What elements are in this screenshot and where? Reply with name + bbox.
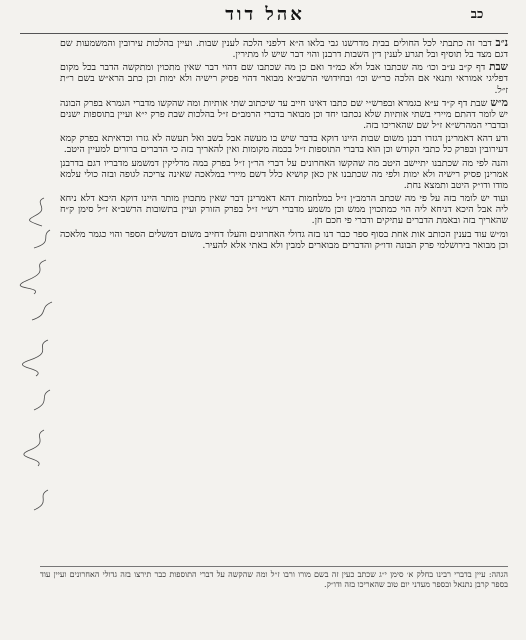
paragraph-text: דף ק״ב ע״ב וכו׳ מה שכתבו אבל ולא כמ״ד ואם כן מה שכתבו שם דהוי דבר שאין מתכוין ומתקשה הדבר בכל מקום דפליגי אמוראי ותנאי אם הלכה כר״ש וכו׳ ובחידושי הרשב״א מבואר דהוי פסיק רישיה ולא ימות וכן כתב הרא״ש בשם ר״ת ז״ל. [60, 62, 508, 96]
paragraph [60, 158, 508, 191]
paragraph-text: שבת דף ק״ד ע״א בגמרא ובפרש״י שם כתבו דאינו חייב עד שיכתוב שתי אותיות ומה שהקשו מדברי הגמרא בפרק הבונה יש לומר דהתם מיירי בשתי אותיות שלא נכתבו יחד וכן מבואר בדברי הרמב״ם ז״ל בהלכות שבת פרק י״א ועיין בתוספות ישנים ובדברי המהרש״א ז״ל שם שהאריכו בזה. [60, 97, 508, 132]
paragraph-lead: נ״ב [495, 37, 508, 49]
paragraph-lead: שבת [489, 61, 508, 74]
paragraph-text: דבר זה כתבתי לכל החולים בבית מדרשנו גבי בלאו ה״א דלפני הלכה לענין שבות. ועיין בהלכות עירובין והמשמעות שם דגם מצד בל תוסיף ובל תגרע לענין דין השבות דרבנן והוי דבר שיש לו מתירין. [60, 38, 508, 61]
paragraph [60, 133, 508, 155]
header-rule [20, 33, 508, 34]
paragraph [60, 38, 508, 60]
paragraph-lead: מ״ש [490, 96, 508, 109]
handwritten-margin-notes [4, 190, 58, 550]
paragraph-text: ומ״ש עוד בענין הכותב אות אחת בסוף ספר כבר דנו בזה גדולי האחרונים והעלו דחייב משום דמשלים הספר והוי כגמר מלאכה וכן מבואר בירושלמי פרק הבונה ודו״ק והדברים מבוארים למבין ולא באתי אלא להעיר. [60, 228, 508, 251]
running-title: אהל דוד [225, 4, 305, 25]
main-text-column [60, 38, 508, 253]
paragraph-text: ועוד יש לומר בזה על פי מה שכתב הרמב״ן ז״ל במלחמות דהא דאמרינן דבר שאין מתכוין מותר היינו דוקא היכא דלא ניחא ליה אבל היכא דניחא ליה הוי כמתכוין ממש וכן משמע מדברי רש״י ז״ל בפרק הזורק ועיין בתשובות הרשב״א ז״ל סימן ק״ח שהאריך בזה ובאמת הדברים עתיקים ודברי פי חכם חן. [60, 193, 508, 227]
footnotes: הגהה: עיין בדברי רבינו בחלק א׳ סימן י״ג שכתב כעין זה בשם מורו ורבו ז״ל ומה שהקשה על דברי התוספות כבר תירצו בזה גדולי האחרונים ועיין עוד בספר קרבן נתנאל ובספר מעדני יום טוב שהאריכו בזה ודו״ק. [40, 570, 508, 589]
page-header [0, 4, 526, 30]
folio-number: כב [470, 7, 484, 22]
paragraph [60, 193, 508, 226]
paragraph-text: והנה לפי מה שכתבנו יתיישב היטב מה שהקשו האחרונים על דברי הר״ן ז״ל בפרק במה מדליקין דמשמע מדבריו דגם בדרבנן אמרינן פסיק רישיה ולא ימות ולפי מה שכתבנו אין כאן קושיא כלל דשם מיירי במלאכה שאינה צריכה לגופה ובזה כולי עלמא מודו ודו״ק היטב ותמצא נחת. [60, 157, 508, 191]
paragraph [60, 62, 508, 95]
paragraph [60, 229, 508, 251]
paragraph-text: ודע דהא דאמרינן דגזרו רבנן משום שבות היינו דוקא בדבר שיש בו מעשה אבל בשב ואל תעשה לא גזרו וכדאיתא בפרק קמא דעירובין ובפרק כל כתבי הקודש וכן הוא בדברי התוספות ז״ל בכמה מקומות ואין להאריך בזה כי הדברים ברורים למעיין היטב. [60, 133, 508, 156]
notes-rule [40, 566, 508, 567]
paragraph [60, 98, 508, 131]
